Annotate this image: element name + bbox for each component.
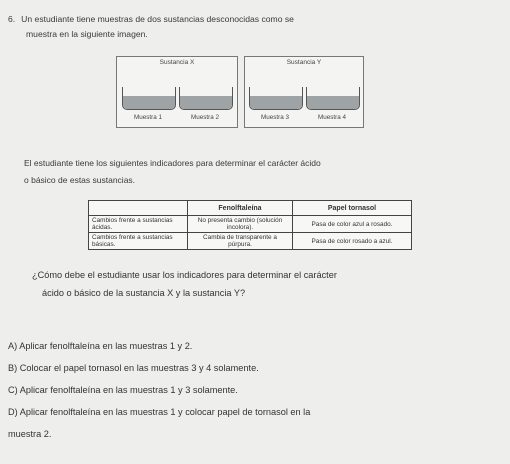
option-b[interactable]: B) Colocar el papel tornasol en las muestras 3 y 4 solamente. — [8, 363, 259, 373]
answer-options — [8, 335, 503, 445]
table-cell: Pasa de color rosado a azul. — [293, 233, 412, 250]
liquid-sample-2 — [180, 96, 232, 109]
table-cell: Cambios frente a sustancias ácidas. — [89, 216, 188, 233]
sample-4-label: Muestra 4 — [318, 114, 346, 121]
table-row — [89, 216, 412, 233]
table-cell: Cambios frente a sustancias básicas. — [89, 233, 188, 250]
beaker-sample-3 — [249, 87, 303, 110]
question-text — [32, 266, 502, 302]
question-line-1: ¿Cómo debe el estudiante usar los indicadores para determinar el carácter — [32, 270, 337, 280]
table-header-litmus: Papel tornasol — [293, 201, 412, 216]
panel-x-title: Sustancia X — [159, 59, 195, 66]
sample-3-label: Muestra 3 — [261, 114, 289, 121]
option-c[interactable]: C) Aplicar fenolftaleína en las muestras 1 y 3 solamente. — [8, 385, 238, 395]
liquid-sample-1 — [123, 96, 175, 109]
sample-1-label: Muestra 1 — [134, 114, 162, 121]
liquid-sample-3 — [250, 96, 302, 109]
statement-line-2: o básico de estas sustancias. — [24, 175, 136, 185]
statement-line-1: El estudiante tiene los siguientes indicadores para determinar el carácter ácido — [24, 158, 321, 168]
table-cell: Cambia de transparente a púrpura. — [188, 233, 293, 250]
panel-y-title: Sustancia Y — [286, 59, 322, 66]
sample-2-label: Muestra 2 — [191, 114, 219, 121]
intro-line-1: Un estudiante tiene muestras de dos sustancias desconocidas como se — [21, 14, 294, 24]
option-d-continuation: muestra 2. — [8, 429, 52, 439]
question-line-2: ácido o básico de la sustancia X y la sustancia Y? — [42, 288, 246, 298]
beaker-sample-2 — [179, 87, 233, 110]
beaker-sample-1 — [122, 87, 176, 110]
table-header-phenolphthalein: Fenolftaleína — [188, 201, 293, 216]
panel-substance-x — [116, 56, 238, 128]
table-cell: No presenta cambio (solución incolora). — [188, 216, 293, 233]
panel-substance-y — [244, 56, 364, 128]
beaker-sample-4 — [306, 87, 360, 110]
table-header-row — [89, 201, 412, 216]
table-cell: Pasa de color azul a rosado. — [293, 216, 412, 233]
question-number: 6. — [8, 14, 16, 24]
intro-line-2: muestra en la siguiente imagen. — [26, 29, 148, 39]
indicator-statement — [24, 155, 504, 189]
table-row — [89, 233, 412, 250]
option-d[interactable]: D) Aplicar fenolftaleína en las muestras 1 y colocar papel de tornasol en la — [8, 407, 311, 417]
liquid-sample-4 — [307, 96, 359, 109]
table-header-empty — [89, 201, 188, 216]
option-a[interactable]: A) Aplicar fenolftaleína en las muestras 1 y 2. — [8, 341, 193, 351]
question-intro — [8, 12, 503, 42]
indicator-table — [88, 200, 412, 250]
